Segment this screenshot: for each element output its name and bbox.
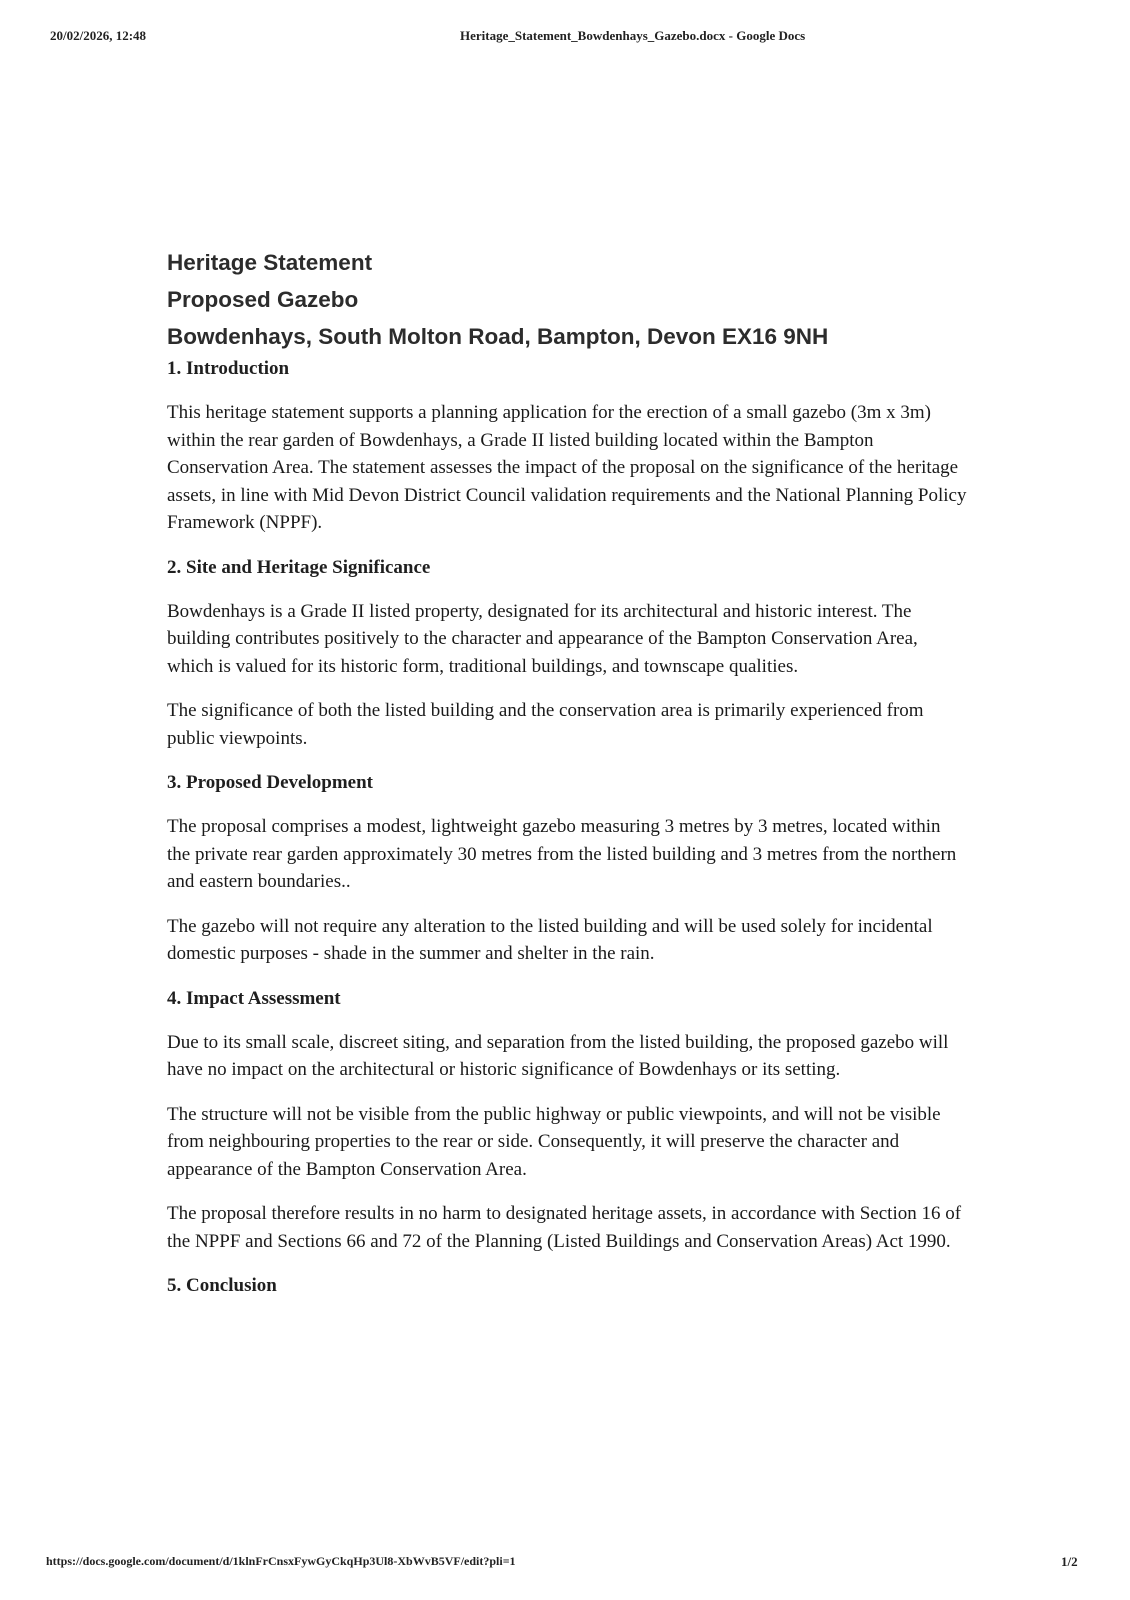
page-number: 1/2 bbox=[1061, 1554, 1078, 1569]
print-url: https://docs.google.com/document/d/1klnFrCnsxFywGyCkqHp3Ul8-XbWvB5VF/edit?pli=1 bbox=[46, 1554, 516, 1568]
print-document-title: Heritage_Statement_Bowdenhays_Gazebo.docx - Google Docs bbox=[460, 28, 806, 43]
paragraph-proposed-development-2: The gazebo will not require any alteration to the listed building and will be used solely for incidental domestic purposes - shade in the summer and shelter in the rain. bbox=[167, 915, 933, 964]
paragraph-site-significance-1: Bowdenhays is a Grade II listed property, designated for its architectural and historic interest. The building contributes positively to the character and appearance of the Bampton Conservation Area, which is valued for its historic form, traditional buildings, and townscape qualities. bbox=[167, 600, 918, 677]
paragraph-proposed-development-1: The proposal comprises a modest, lightweight gazebo measuring 3 metres by 3 metres, located within the private rear garden approximately 30 metres from the listed building and 3 metres from the northern and eastern boundaries.. bbox=[167, 816, 957, 892]
section-heading-impact-assessment: 4. Impact Assessment bbox=[167, 987, 341, 1009]
print-datetime: 20/02/2026, 12:48 bbox=[50, 28, 147, 43]
document-body bbox=[167, 244, 967, 1300]
section-heading-proposed-development: 3. Proposed Development bbox=[167, 772, 373, 793]
paragraph-introduction: This heritage statement supports a planning application for the erection of a small gazebo (3m x 3m) within the rear garden of Bowdenhays, a Grade II listed building located within the Bampton Conservation Area. The statement assesses the impact of the proposal on the significance of the heritage assets, in line with Mid Devon District Council validation requirements and the National Planning Policy Framework (NPPF). bbox=[167, 402, 967, 533]
section-heading-introduction: 1. Introduction bbox=[167, 358, 290, 379]
section-heading-site-significance: 2. Site and Heritage Significance bbox=[167, 556, 431, 578]
paragraph-impact-assessment-3: The proposal therefore results in no harm to designated heritage assets, in accordance with Section 16 of the NPPF and Sections 66 and 72 of the Planning (Listed Buildings and Conservation Areas) Act 1990. bbox=[167, 1203, 962, 1252]
document-title-line-1: Heritage Statement bbox=[167, 250, 373, 275]
paragraph-site-significance-2: The significance of both the listed building and the conservation area is primarily experienced from public viewpoints. bbox=[167, 700, 924, 749]
document-title-line-3: Bowdenhays, South Molton Road, Bampton, Devon EX16 9NH bbox=[167, 324, 829, 349]
document-title-line-2: Proposed Gazebo bbox=[167, 287, 359, 312]
print-header bbox=[0, 28, 1130, 48]
section-heading-conclusion: 5. Conclusion bbox=[167, 1275, 277, 1296]
paragraph-impact-assessment-1: Due to its small scale, discreet siting, and separation from the listed building, the proposed gazebo will have no impact on the architectural or historic significance of Bowdenhays or its setting. bbox=[167, 1031, 949, 1080]
paragraph-impact-assessment-2: The structure will not be visible from the public highway or public viewpoints, and will not be visible from neighbouring properties to the rear or side. Consequently, it will preserve the character and appearance of the Bampton Conservation Area. bbox=[167, 1103, 941, 1180]
print-footer bbox=[0, 1554, 1130, 1574]
